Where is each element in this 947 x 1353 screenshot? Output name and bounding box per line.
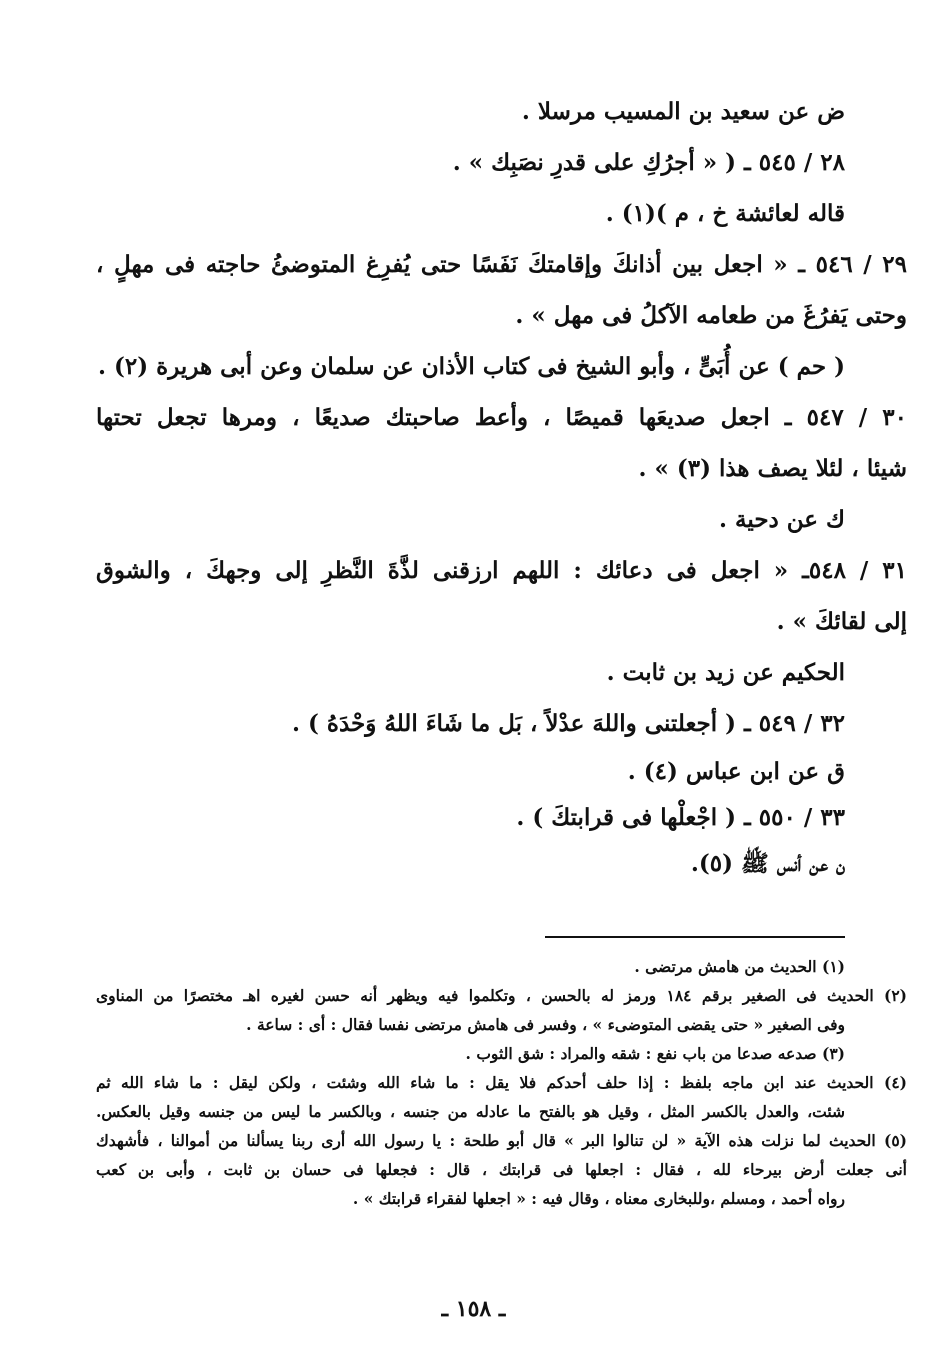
footnote-line: (١) الحديث من هامش مرتضى .: [634, 957, 845, 976]
footnote-line: (٤) الحديث عند ابن ماجه بلفظ : إذا حلف أحدكم فلا يقل : ما شاء الله وشئت ، ولكن ليقل : ما شاء الله ثم: [96, 1073, 907, 1092]
footnotes: [96, 952, 907, 1213]
hadith-continuation-line: شيئا ، لئلا يصف هذا (٣) » .: [638, 455, 907, 482]
hadith-line: ٣٢ / ٥٤٩ ـ ( أجعلتنى واللهَ عدْلاً ، بَل ما شَاءَ اللهُ وَحْدَهُ ) .: [292, 710, 845, 737]
footnote-line: (٣) صدعه صدعا من باب نفع : شقه والمراد : شق الثوب .: [465, 1044, 845, 1063]
footnote-line: أنى جعلت أرض بيرحاء لله ، فقال : اجعلها فى قرابتك ، قال : فجعلها فى حسان بن ثابت ، وأبى بن كعب: [96, 1160, 907, 1179]
source-line: ( حم ) عن أُبَىٍّ ، وأبو الشيخ فى كتاب الأذان عن سلمان وعن أبى هريرة (٢) .: [98, 353, 845, 380]
footnote-line: رواه أحمد ، ومسلم ،وللبخارى معناه ، وقال فيه : « اجعلها لفقراء قرابتك » .: [352, 1189, 845, 1208]
hadith-line: ٢٨ / ٥٤٥ ـ ( « أجرُكِ على قدرِ نصَبِك » .: [452, 149, 845, 176]
hadith-continuation-line: وحتى يَفرُغَ من طعامه الآكلُ فى مهل » .: [515, 302, 907, 329]
hadith-line: ٣١ / ٥٤٨ـ « اجعل فى دعائك : اللهم ارزقنى لذَّةَ النَّظرِ إلى وجهكَ ، والشوق: [96, 557, 907, 584]
source-line: الحكيم عن زيد بن ثابت .: [606, 659, 845, 686]
hadith-line: ٢٩ / ٥٤٦ ـ « اجعل بين أذانكَ وإقامتكَ نَفَسًا حتى يُفرِغ المتوضئُ حاجته فى مهلٍ ،: [96, 251, 907, 278]
page-number: ـ ١٥٨ ـ: [441, 1296, 506, 1322]
main-text: [96, 86, 907, 887]
hadith-continuation-line: إلى لقائكَ » .: [776, 608, 907, 635]
source-line: ك عن دحية .: [719, 506, 845, 533]
footnote-line: (٢) الحديث فى الصغير برقم ١٨٤ ورمز له بالحسن ، وتكلموا فيه ويظهر أنه حسن لغيره اهـ مختصرًا من المناوى: [96, 986, 907, 1005]
footnote-separator: [545, 936, 845, 938]
text-line: ض عن سعيد بن المسيب مرسلا .: [521, 98, 845, 125]
footnote-line: شئت، والعدل بالكسر المثل ، وقيل هو بالفتح ما عادله من جنسه ، وبالكسر ما ليس من جنسه وقيل بالعكس.: [96, 1102, 845, 1121]
footnote-line: (٥) الحديث لما نزلت هذه الآية « لن تنالوا البر » قال أبو طلحة : يا رسول الله أرى ربنا يسألنا من أموالنا ، فأشهدك: [96, 1131, 907, 1150]
hadith-line: ٣٠ / ٥٤٧ ـ اجعل صديعَها قميصًا ، وأعط صاحبتك صديعًا ، ومرها تجعل تحتها: [96, 404, 907, 431]
hadith-line: ٣٣ / ٥٥٠ ـ ( اجْعلْها فى قرابتكَ ) .: [516, 804, 845, 831]
footnote-line: وفى الصغير « حتى يقضى المتوضىء » ، وفسر فى هامش مرتضى نفسا فقال : أى : ساعة .: [246, 1015, 845, 1034]
source-line: ق عن ابن عباس (٤) .: [627, 758, 845, 785]
source-line: قاله لعائشة خ ، م )(١) .: [605, 200, 845, 227]
source-line: ن عن أنس ﷺ (٥).: [690, 850, 845, 877]
